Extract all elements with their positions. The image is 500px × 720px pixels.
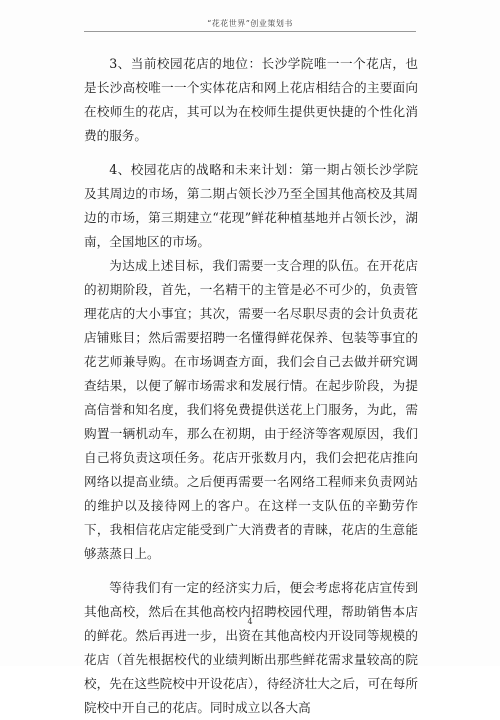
page-number: 4 (247, 617, 253, 626)
page-header-title: “花花世界”创业策划书 (207, 19, 293, 28)
paragraph-expansion: 等待我们有一定的经济实力后，便会考虑将花店宣传到其他高校，然后在其他高校内招聘校园代理，帮助销售本店的鲜花。然后再进一步，出资在其他高校内开设同等规模的花店（首先根据校代的业绩判断出那些鲜花需求量较高的院校，先在这些院校中开设花店），待经济壮大之后，可在每所院校中开自己的花店。同时成立以各大高 (84, 580, 418, 715)
header-divider (84, 31, 416, 32)
paragraph-position: 3、当前校园花店的地位：长沙学院唯一一个花店，也是长沙高校唯一一个实体花店和网上花店相结合的主要面向在校师生的花店，其可以为在校师生提供更快捷的个性化消费的服务。 (84, 56, 418, 143)
paragraph-team: 为达成上述目标，我们需要一支合理的队伍。在开花店的初期阶段，首先，一名精干的主管是必不可少的，负责管理花店的大小事宜；其次，需要一名尽职尽责的会计负责花店铺账目；然后需要招聘一名懂得鲜花保养、包装等事宜的花艺师兼导购。在市场调查方面，我们会自己去做并研究调查结果，以便了解市场需求和发展行情。在起步阶段，为提高信誉和知名度，我们将免费提供送花上门服务，为此，需购置一辆机动车，那么在初期，由于经济等客观原因，我们自己将负责这项任务。花店开张数月内，我们会把花店推向网络以提高业绩。之后便再需要一名网络工程师来负责网站的维护以及接待网上的客户。在这样一支队伍的辛勤劳作下，我相信花店定能受到广大消费者的青睐，花店的生意能够蒸蒸日上。 (84, 258, 418, 561)
paragraph-strategy: 4、校园花店的战略和未来计划：第一期占领长沙学院及其周边的市场，第二期占领长沙乃至全国其他高校及其周边的市场，第三期建立“花现”鲜花种植基地并占领长沙，湖南，全国地区的市场。 (84, 162, 418, 249)
